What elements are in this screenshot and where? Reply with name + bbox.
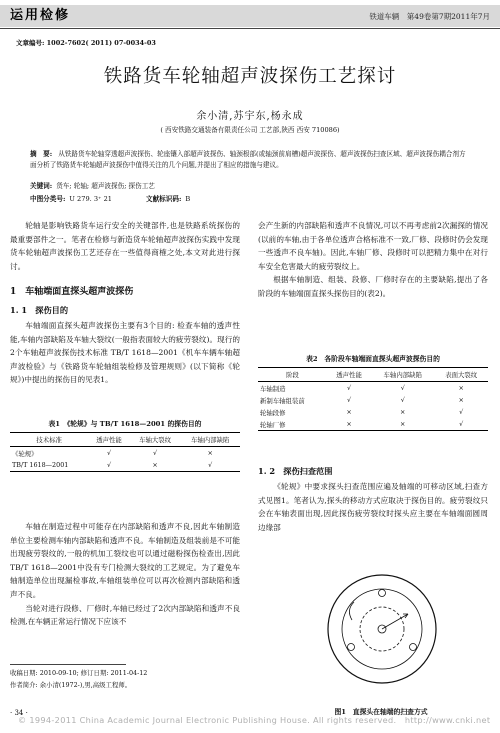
bolt-hole xyxy=(410,644,417,651)
table-cell: 新制车轴组装前 xyxy=(260,396,305,405)
section-1-2-paragraph xyxy=(258,480,488,534)
table-cell: × xyxy=(458,396,464,404)
section-1-2-heading: 1. 2 探伤扫查范围 xyxy=(258,466,333,476)
abstract xyxy=(30,149,472,171)
header-divider xyxy=(0,28,500,29)
table-cell: × xyxy=(207,449,213,457)
table-header-row xyxy=(10,433,240,447)
affiliation: ( 西安铁路交通装备有限责任公司 工艺部,陕西 西安 710086) xyxy=(160,126,340,134)
table-1 xyxy=(10,432,240,472)
footnote-divider xyxy=(10,664,126,665)
table-cell: 车轴制造 xyxy=(260,384,286,393)
bolt-hole xyxy=(348,644,355,651)
section-1-heading: 1 车轴端面直探头超声波探伤 xyxy=(10,287,134,297)
table-row xyxy=(10,447,240,460)
article-id: 文章编号: 1002-7602( 2011) 07-0034-03 xyxy=(16,39,156,47)
right-paragraph-1 xyxy=(258,219,488,301)
running-header xyxy=(0,5,500,27)
table-header-cell: 车轴内部缺陷 xyxy=(371,368,434,382)
paragraph-repair-text: 当轮对进行段修、厂修时,车轴已经过了2次内部缺陷和透声不良检测,在车辆正常运行情况下应该不 xyxy=(10,603,240,627)
table-cell: √ xyxy=(434,418,488,431)
clc-code: U 279. 3⁺ 21 xyxy=(69,195,112,203)
table-header-cell: 透声性能 xyxy=(88,433,130,447)
table-cell: × xyxy=(458,384,464,392)
authors: 余小清,苏宇东,杨永成 xyxy=(196,111,304,122)
table-cell: √ xyxy=(400,396,405,404)
table-cell: × xyxy=(327,418,371,431)
table-row xyxy=(258,394,488,406)
section-1-2-text: 《轮规》中要求探头扫查范围应遍及轴端的可移动区域,扫查方式见图1。笔者认为,探头的移动方式应取决于探伤目的。疲劳裂纹只会在车轴表面出现,因此探伤疲劳裂纹时探头应主要在车轴端面圆周边缘部 xyxy=(258,482,488,532)
table-header-cell: 阶段 xyxy=(258,368,327,382)
intro-paragraph xyxy=(10,219,240,273)
abstract-text: 从铁路货车轮轴穿透超声波探伤、轮座镶入部超声波探伤、轴颈根部(或轴颈前肩槽)超声波探伤、超声波探伤扫查区域、超声波探伤耦合剂方面分析了铁路货车轮轴超声波探伤中值得关注的几个问题,并提出了相应的措施与建议。 xyxy=(30,150,466,169)
copyright-watermark: © 1994-2011 China Academic Journal Electronic Publishing House. All rights reserved. http://www.cnki.net xyxy=(18,715,491,725)
footnote-received: 收稿日期: 2010-09-10; 修订日期: 2011-04-12 xyxy=(10,669,148,677)
table-cell: × xyxy=(400,408,406,416)
table-cell: √ xyxy=(106,449,112,457)
table-cell: 轮轴厂修 xyxy=(258,418,327,431)
table-cell: √ xyxy=(153,449,158,457)
table-header-cell: 车轴内部缺陷 xyxy=(180,433,240,447)
table-cell: TB/T 1618—2001 xyxy=(10,459,88,472)
table-2 xyxy=(258,367,488,431)
footnote-author: 作者简介: 余小清(1972-),男,高级工程师。 xyxy=(10,681,132,689)
table-header-cell: 表面大裂纹 xyxy=(434,368,488,382)
right-paragraph-1-text: 会产生新的内部缺陷和透声不良情况,可以不再考虑前2次漏探的情况(以前的车轴,由于各单位透声合格标准不一致,厂修、段修时仍会发现一些透声不良车轴)。因此,车轴厂修、段修时可以把精力集中在对行车安全危害最大的疲劳裂纹上。 xyxy=(258,221,488,271)
page-number: · 34 · xyxy=(10,709,28,717)
table-2-caption: 表2 各阶段车轴端面直探头超声波探伤目的 xyxy=(306,355,440,363)
table-cell: √ xyxy=(459,408,464,416)
keywords-text: 货车; 轮轴; 超声波探伤; 探伤工艺 xyxy=(56,182,155,190)
table-row xyxy=(10,459,240,472)
doc-code-label: 文献标识码: xyxy=(146,195,182,203)
paragraph-manufacturing xyxy=(10,520,240,629)
figure-1-axle-end-scan xyxy=(322,570,442,688)
table-cell: √ xyxy=(88,459,130,472)
keywords xyxy=(30,180,155,190)
table-row xyxy=(258,418,488,431)
right-paragraph-2-text: 根据车轴制造、组装、段修、厂修时存在的主要缺陷,提出了各阶段的车轴端面直探头探伤目的(表2)。 xyxy=(258,275,488,298)
intro-text: 轮轴是影响铁路货车运行安全的关键部件,也是铁路系统探伤的最重要部件之一。笔者在检修与新造货车轮轴超声波探伤实践中发现货车轮轴超声波探伤工艺还存在一些值得商榷之处,本文对此进行探讨。 xyxy=(10,221,240,271)
clc-label: 中图分类号: xyxy=(30,195,66,203)
table-cell: √ xyxy=(347,396,352,404)
table-header-cell: 技术标准 xyxy=(10,433,88,447)
classification xyxy=(30,193,194,203)
table-cell: √ xyxy=(400,384,405,392)
figure-1-caption: 图1 直探头在轴端的扫查方式 xyxy=(334,708,428,716)
table-header-cell: 车轴大裂纹 xyxy=(130,433,181,447)
table-1-caption: 表1 《轮规》与 TB/T 1618—2001 的探伤目的 xyxy=(48,420,202,428)
paper-title: 铁路货车轮轴超声波探伤工艺探讨 xyxy=(103,66,397,87)
paragraph-manufacturing-text: 车轴在制造过程中可能存在内部缺陷和透声不良,因此车轴制造单位主要检测车轴内部缺陷和透声不良。车轴制造及组装前是不可能出现疲劳裂纹的,一般的机加工裂纹也可以通过磁粉探伤检查出,因此 TB/T 1618—2001中没有专门检测大裂纹的工艺规定。为了避免车轴制造单位出现漏检事故,车轴组装单位可以再次检测内部缺陷和透声不良。 xyxy=(10,522,240,599)
journal-section: 运用检修 xyxy=(10,8,71,23)
table-cell: 轮轴段修 xyxy=(260,408,286,417)
keywords-label: 关键词: xyxy=(30,182,53,190)
abstract-label: 摘 要: xyxy=(30,150,53,158)
section-1-1-paragraph xyxy=(10,319,240,387)
table-header-cell: 透声性能 xyxy=(327,368,371,382)
table-cell: × xyxy=(371,418,434,431)
table-header-row xyxy=(258,368,488,382)
table-cell: × xyxy=(130,459,181,472)
bolt-hole xyxy=(379,590,386,597)
issue-info: 铁道车辆 第49卷第7期2011年7月 xyxy=(369,12,490,21)
section-1-1-heading: 1. 1 探伤目的 xyxy=(10,305,69,315)
section-1-1-text: 车轴端面直探头超声波探伤主要有3个目的: 检查车轴的透声性能,车轴内部缺陷及车轴大裂纹(一般指表面较大的疲劳裂纹)。现行的2个车轴超声波探伤技术标准 TB/T 1618—2001《机车车辆车轴超声波检验》与《铁路货车轮轴组装检修及管理规则》(以下简称《轮规》)中提出的探伤目的见表1。 xyxy=(10,321,240,385)
table-row xyxy=(258,406,488,418)
table-cell: 《轮规》 xyxy=(12,449,38,458)
table-cell: √ xyxy=(347,384,352,392)
table-row xyxy=(258,382,488,395)
table-cell: × xyxy=(346,408,352,416)
doc-code: B xyxy=(185,195,191,203)
table-cell: √ xyxy=(180,459,240,472)
